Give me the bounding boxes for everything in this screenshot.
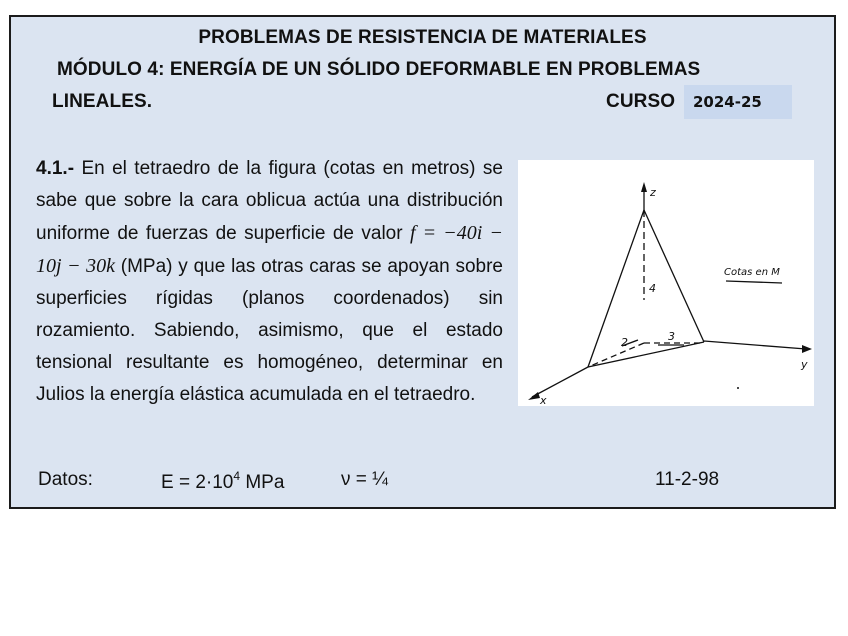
z-axis-label: z — [650, 186, 656, 199]
edge-base — [588, 342, 704, 367]
dim-y-label: 3 — [668, 330, 675, 343]
x-arrowhead — [528, 392, 540, 400]
dim-x-label: 2 — [621, 336, 628, 349]
tetrahedron-figure — [518, 160, 814, 406]
y-axis-label: y — [801, 358, 808, 371]
modulus-unit: MPa — [240, 472, 285, 493]
dimensions-note: Cotas en M — [724, 267, 780, 278]
problem-statement — [36, 153, 503, 411]
note-underline — [726, 281, 782, 283]
poisson-ratio: ν = ¼ — [341, 469, 388, 490]
data-label: Datos: — [38, 469, 93, 490]
title-line-2: MÓDULO 4: ENERGÍA DE UN SÓLIDO DEFORMABLE EN PROBLEMAS — [57, 59, 701, 80]
statement-part-a: En el tetraedro de la figura (cotas en metros) se sabe que sobre la cara oblicua actúa una distribución uniforme de fuerzas de superficie de valor — [36, 158, 503, 244]
problem-card — [9, 15, 836, 509]
stray-dot — [737, 387, 739, 389]
modulus-exponent: 4 — [233, 469, 241, 483]
exam-date: 11-2-98 — [655, 469, 720, 490]
y-axis-line — [704, 341, 806, 349]
z-arrowhead — [641, 182, 647, 192]
dim-z-label: 4 — [649, 282, 656, 295]
title-line-1: PROBLEMAS DE RESISTENCIA DE MATERIALES — [198, 27, 647, 48]
modulus-base: E = 2·10 — [161, 472, 234, 493]
problem-number: 4.1.- — [36, 158, 75, 179]
course-label: CURSO — [606, 91, 676, 112]
edge-apex-b — [644, 210, 704, 342]
surface-force-formula: f = −40i − 10j − 30k — [36, 222, 503, 277]
y-arrowhead — [802, 345, 812, 353]
tetrahedron-drawing — [518, 160, 814, 406]
youngs-modulus — [161, 469, 284, 494]
x-axis-hidden — [588, 343, 644, 367]
statement-part-b: (MPa) y que las otras caras se apoyan sobre superficies rígidas (planos coordenados) sin rozamiento. Sabiendo, asimismo, que el estado tensional resultante es homogéneo, determinar en Julios la energía elástica acumulada en el tetraedro. — [36, 256, 503, 405]
course-year-field[interactable]: 2024-25 — [684, 85, 792, 119]
x-axis-line — [532, 367, 588, 397]
edge-apex-a — [588, 210, 644, 367]
x-axis-label: x — [540, 394, 547, 406]
title-line-3: LINEALES. — [52, 91, 153, 112]
